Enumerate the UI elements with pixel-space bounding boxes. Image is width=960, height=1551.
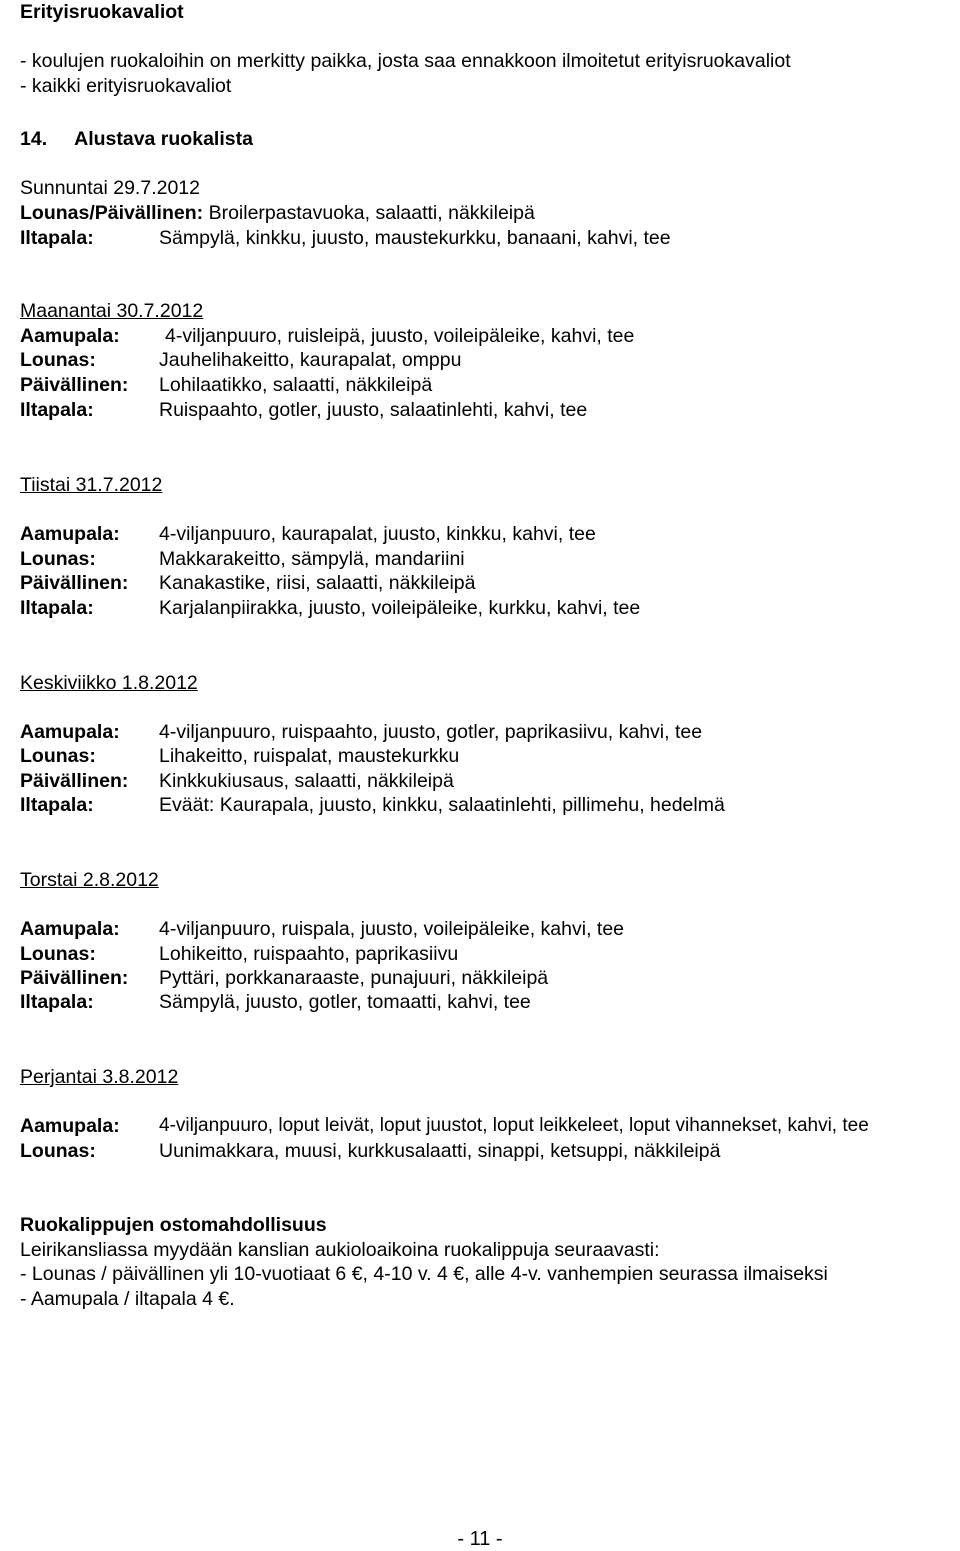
tickets-line: Leirikansliassa myydään kanslian aukioloaikoina ruokalippuja seuraavasti:: [20, 1239, 660, 1261]
meal-value: Sämpylä, kinkku, juusto, maustekurkku, banaani, kahvi, tee: [159, 227, 671, 249]
meal-row: [20, 201, 535, 225]
meal-label: Iltapala:: [20, 991, 94, 1013]
tickets-line: - Aamupala / iltapala 4 €.: [20, 1288, 235, 1310]
meal-value: Kinkkukiusaus, salaatti, näkkileipä: [159, 770, 454, 792]
meal-label: Aamupala:: [20, 325, 120, 347]
meal-label: Aamupala:: [20, 1115, 120, 1137]
meal-label: Lounas:: [20, 745, 96, 767]
meal-value: 4-viljanpuuro, loput leivät, loput juustot, loput leikkeleet, loput vihannekset, kahvi, tee: [159, 1115, 869, 1136]
tickets-line: - Lounas / päivällinen yli 10-vuotiaat 6 €, 4-10 v. 4 €, alle 4-v. vanhempien seurassa ilmaiseksi: [20, 1263, 828, 1285]
day-date: Keskiviikko 1.8.2012: [20, 672, 198, 694]
meal-value: Jauhelihakeitto, kaurapalat, omppu: [159, 349, 462, 371]
meal-value: 4-viljanpuuro, ruispala, juusto, voileipäleike, kahvi, tee: [159, 918, 625, 940]
meal-value: Makkarakeitto, sämpylä, mandariini: [159, 548, 465, 570]
meal-label: Päivällinen:: [20, 967, 129, 989]
meal-label: Iltapala:: [20, 597, 94, 619]
meal-label: Iltapala:: [20, 227, 94, 249]
meal-label: Päivällinen:: [20, 770, 129, 792]
meal-value: Uunimakkara, muusi, kurkkusalaatti, sinappi, ketsuppi, näkkileipä: [159, 1140, 721, 1162]
meal-value: Kanakastike, riisi, salaatti, näkkileipä: [159, 572, 476, 594]
day-date: Torstai 2.8.2012: [20, 869, 159, 891]
meal-label: Lounas:: [20, 548, 96, 570]
meal-label: Lounas:: [20, 943, 96, 965]
meal-value: Sämpylä, juusto, gotler, tomaatti, kahvi, tee: [159, 991, 531, 1013]
day-date: Perjantai 3.8.2012: [20, 1066, 179, 1088]
day-date: Tiistai 31.7.2012: [20, 474, 163, 496]
meal-label: Aamupala:: [20, 721, 120, 743]
menu-section-heading: [20, 127, 253, 151]
meal-label: Päivällinen:: [20, 572, 129, 594]
tickets-heading: Ruokalippujen ostomahdollisuus: [20, 1214, 327, 1236]
meal-label: Aamupala:: [20, 523, 120, 545]
meal-value: Lohilaatikko, salaatti, näkkileipä: [159, 374, 433, 396]
day-date: Maanantai 30.7.2012: [20, 300, 204, 322]
meal-label: Lounas/Päivällinen:: [20, 202, 204, 224]
meal-value: 4-viljanpuuro, ruispaahto, juusto, gotler, paprikasiivu, kahvi, tee: [159, 721, 703, 743]
meal-value: Broilerpastavuoka, salaatti, näkkileipä: [208, 202, 535, 224]
special-diets-item: - koulujen ruokaloihin on merkitty paikka, josta saa ennakkoon ilmoitetut erityisruokavaliot: [20, 50, 791, 72]
meal-value: Lihakeitto, ruispalat, maustekurkku: [159, 745, 460, 767]
section-number: 14.: [20, 128, 48, 150]
meal-label: Iltapala:: [20, 794, 94, 816]
meal-value: Lohikeitto, ruispaahto, paprikasiivu: [159, 943, 459, 965]
meal-label: Lounas:: [20, 349, 96, 371]
meal-value: Karjalanpiirakka, juusto, voileipäleike, kurkku, kahvi, tee: [159, 597, 641, 619]
section-title: Alustava ruokalista: [74, 128, 253, 150]
meal-label: Iltapala:: [20, 399, 94, 421]
meal-label: Päivällinen:: [20, 374, 129, 396]
special-diets-item: - kaikki erityisruokavaliot: [20, 75, 232, 97]
meal-value: Eväät: Kaurapala, juusto, kinkku, salaatinlehti, pillimehu, hedelmä: [159, 794, 725, 816]
meal-value: 4-viljanpuuro, kaurapalat, juusto, kinkku, kahvi, tee: [159, 523, 596, 545]
meal-label: Lounas:: [20, 1140, 96, 1162]
meal-label: Aamupala:: [20, 918, 120, 940]
meal-value: Pyttäri, porkkanaraaste, punajuuri, näkkileipä: [159, 967, 549, 989]
meal-value: 4-viljanpuuro, ruisleipä, juusto, voileipäleike, kahvi, tee: [165, 325, 635, 347]
special-diets-heading: Erityisruokavaliot: [20, 1, 184, 23]
page-number: - 11 -: [457, 1528, 503, 1550]
day-date: Sunnuntai 29.7.2012: [20, 177, 200, 199]
meal-value: Ruispaahto, gotler, juusto, salaatinlehti, kahvi, tee: [159, 399, 588, 421]
